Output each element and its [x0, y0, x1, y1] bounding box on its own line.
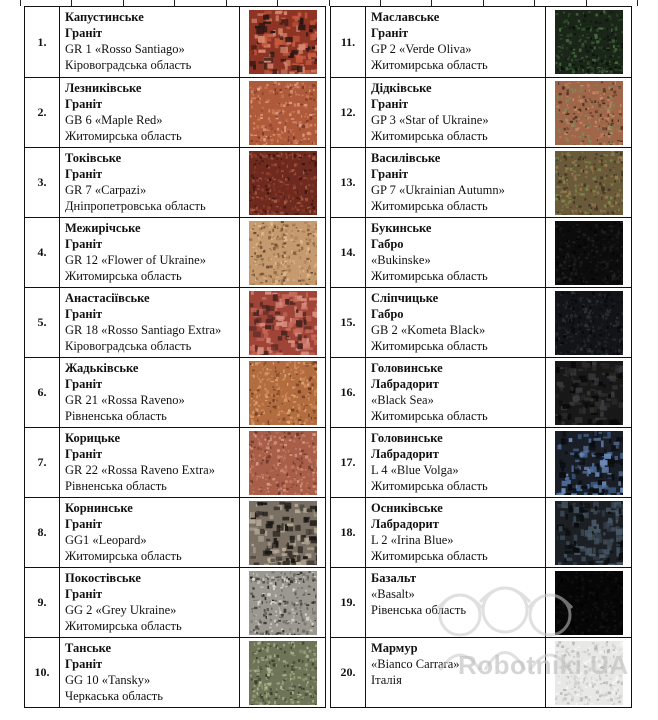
stone-texture-swatch: [555, 431, 623, 495]
stone-name: Корнинське Граніт: [65, 501, 133, 531]
stone-row: [25, 7, 325, 77]
stone-texture-swatch: [555, 501, 623, 565]
row-number: 15.: [331, 288, 366, 357]
stone-name: Мармур: [371, 641, 418, 655]
stone-region: Житомирська область: [65, 619, 182, 633]
stone-region: Рівненська область: [65, 479, 167, 493]
stone-texture-swatch: [249, 431, 317, 495]
stone-region: Житомирська область: [65, 549, 182, 563]
stone-description: [60, 148, 240, 217]
stone-name: Лезниківське Граніт: [65, 81, 142, 111]
stone-row: [25, 427, 325, 497]
stone-code: GR 21 «Rossa Raveno»: [65, 393, 185, 407]
stone-description: [60, 568, 240, 637]
stone-row: [25, 217, 325, 287]
stone-description: [366, 7, 546, 77]
stone-texture-swatch: [555, 571, 623, 635]
stone-region: Житомирська область: [371, 549, 488, 563]
stone-swatch-cell: [240, 638, 325, 707]
stone-description: [366, 498, 546, 567]
stone-row: [331, 77, 631, 147]
row-number: 2.: [25, 78, 60, 147]
stone-swatch-cell: [546, 288, 631, 357]
stone-row: [25, 637, 325, 707]
stone-name: Капустинське Граніт: [65, 10, 144, 40]
stone-description: [366, 148, 546, 217]
stone-code: GR 7 «Carpazi»: [65, 183, 147, 197]
stone-swatch-cell: [240, 148, 325, 217]
stone-region: Житомирська область: [371, 58, 488, 72]
stone-region: Житомирська область: [371, 409, 488, 423]
stone-name: Букинське Габро: [371, 221, 432, 251]
stone-row: [331, 567, 631, 637]
stone-name: Танське Граніт: [65, 641, 112, 671]
stone-row: [25, 567, 325, 637]
stone-code: GB 6 «Maple Red»: [65, 113, 163, 127]
stone-name: Василівське Граніт: [371, 151, 441, 181]
row-number: 3.: [25, 148, 60, 217]
stone-region: Житомирська область: [371, 199, 488, 213]
stone-row: [25, 497, 325, 567]
stone-region: Житомирська область: [371, 339, 488, 353]
stone-code: «Bianco Carrara»: [371, 657, 460, 671]
row-number: 13.: [331, 148, 366, 217]
stone-description: [366, 568, 546, 637]
stone-name: Базальт: [371, 571, 417, 585]
stone-region: Житомирська область: [371, 479, 488, 493]
stone-region: Італія: [371, 673, 402, 687]
stone-code: GP 3 «Star of Ukraine»: [371, 113, 489, 127]
stone-description: [60, 428, 240, 497]
stone-swatch-cell: [240, 288, 325, 357]
row-number: 9.: [25, 568, 60, 637]
stone-name: Покостівське Граніт: [65, 571, 141, 601]
left-stone-table: [24, 6, 326, 708]
stone-region: Житомирська область: [371, 269, 488, 283]
row-number: 5.: [25, 288, 60, 357]
row-number: 16.: [331, 358, 366, 427]
stone-description: [366, 288, 546, 357]
stone-swatch-cell: [546, 568, 631, 637]
stone-region: Кіровоградська область: [65, 58, 192, 72]
stone-swatch-cell: [240, 218, 325, 287]
stone-code: GR 1 «Rosso Santiago»: [65, 42, 185, 56]
stone-code: L 2 «Irina Blue»: [371, 533, 454, 547]
stone-description: [60, 218, 240, 287]
stone-code: GP 2 «Verde Oliva»: [371, 42, 472, 56]
stone-swatch-cell: [240, 498, 325, 567]
stone-row: [25, 77, 325, 147]
row-number: 17.: [331, 428, 366, 497]
stone-row: [25, 357, 325, 427]
stone-region: Дніпропетровська область: [65, 199, 206, 213]
stone-texture-swatch: [249, 641, 317, 705]
stone-name: Межирічське Граніт: [65, 221, 141, 251]
stone-swatch-cell: [546, 78, 631, 147]
stone-description: [60, 288, 240, 357]
stone-code: «Bukinske»: [371, 253, 431, 267]
right-stone-table: [330, 6, 632, 708]
row-number: 8.: [25, 498, 60, 567]
stone-swatch-cell: [546, 218, 631, 287]
stone-code: «Black Sea»: [371, 393, 434, 407]
stone-region: Рівненська область: [65, 409, 167, 423]
stone-swatch-cell: [546, 148, 631, 217]
stone-code: L 4 «Blue Volga»: [371, 463, 459, 477]
stone-texture-swatch: [249, 151, 317, 215]
stone-name: Головинське Лабрадорит: [371, 431, 443, 461]
stone-name: Маславське Граніт: [371, 10, 440, 40]
stone-code: GG1 «Leopard»: [65, 533, 147, 547]
stone-region: Кіровоградська область: [65, 339, 192, 353]
stone-texture-swatch: [249, 10, 317, 74]
stone-swatch-cell: [546, 428, 631, 497]
stone-name: Токівське Граніт: [65, 151, 122, 181]
stone-code: GG 10 «Tansky»: [65, 673, 151, 687]
stone-region: Житомирська область: [371, 129, 488, 143]
row-number: 4.: [25, 218, 60, 287]
stone-description: [60, 638, 240, 707]
stone-row: [331, 7, 631, 77]
stone-description: [366, 428, 546, 497]
stone-texture-swatch: [555, 10, 623, 74]
stone-name: Осниківське Лабрадорит: [371, 501, 443, 531]
stone-texture-swatch: [249, 291, 317, 355]
stone-texture-swatch: [555, 81, 623, 145]
stone-region: Житомирська область: [65, 269, 182, 283]
stone-swatch-cell: [240, 358, 325, 427]
row-number: 6.: [25, 358, 60, 427]
stone-texture-swatch: [249, 361, 317, 425]
stone-code: «Basalt»: [371, 587, 415, 601]
stone-description: [60, 358, 240, 427]
stone-name: Сліпчицьке Габро: [371, 291, 439, 321]
row-number: 14.: [331, 218, 366, 287]
stone-description: [60, 7, 240, 77]
row-number: 1.: [25, 7, 60, 77]
stone-description: [366, 218, 546, 287]
stone-texture-swatch: [555, 291, 623, 355]
stone-code: GR 12 «Flower of Ukraine»: [65, 253, 206, 267]
stone-region: Житомирська область: [65, 129, 182, 143]
stone-texture-swatch: [249, 571, 317, 635]
row-number: 11.: [331, 7, 366, 77]
stone-swatch-cell: [240, 568, 325, 637]
row-number: 19.: [331, 568, 366, 637]
stone-region: Рівенська область: [371, 603, 467, 617]
stone-texture-swatch: [249, 501, 317, 565]
stone-row: [331, 217, 631, 287]
stone-code: GG 2 «Grey Ukraine»: [65, 603, 177, 617]
stone-code: GB 2 «Kometa Black»: [371, 323, 486, 337]
row-number: 12.: [331, 78, 366, 147]
stone-swatch-cell: [240, 78, 325, 147]
stone-texture-swatch: [555, 151, 623, 215]
row-number: 7.: [25, 428, 60, 497]
stone-name: Головинське Лабрадорит: [371, 361, 443, 391]
stone-swatch-cell: [240, 7, 325, 77]
stone-swatch-cell: [546, 498, 631, 567]
stone-region: Черкаська область: [65, 689, 163, 703]
stone-row: [25, 147, 325, 217]
stone-name: Дідківське Граніт: [371, 81, 432, 111]
stone-name: Анастасіївське Граніт: [65, 291, 150, 321]
stone-row: [331, 427, 631, 497]
stone-row: [331, 497, 631, 567]
stone-row: [25, 287, 325, 357]
stone-texture-swatch: [555, 361, 623, 425]
stone-description: [366, 358, 546, 427]
stone-code: GR 22 «Rossa Raveno Extra»: [65, 463, 215, 477]
stone-name: Корицьке Граніт: [65, 431, 121, 461]
row-number: 20.: [331, 638, 366, 707]
stone-row: [331, 147, 631, 217]
stone-texture-swatch: [249, 221, 317, 285]
stone-code: GR 18 «Rosso Santiago Extra»: [65, 323, 222, 337]
stone-swatch-cell: [546, 7, 631, 77]
stone-description: [60, 78, 240, 147]
stone-texture-swatch: [555, 221, 623, 285]
stone-description: [366, 78, 546, 147]
stone-texture-swatch: [249, 81, 317, 145]
stone-row: [331, 287, 631, 357]
row-number: 10.: [25, 638, 60, 707]
stone-name: Жадьківське Граніт: [65, 361, 139, 391]
watermark-text: Robotniki.UA: [458, 650, 629, 680]
stone-swatch-cell: [546, 358, 631, 427]
stone-swatch-cell: [240, 428, 325, 497]
row-number: 18.: [331, 498, 366, 567]
stone-code: GP 7 «Ukrainian Autumn»: [371, 183, 505, 197]
stone-row: [331, 357, 631, 427]
stone-description: [60, 498, 240, 567]
